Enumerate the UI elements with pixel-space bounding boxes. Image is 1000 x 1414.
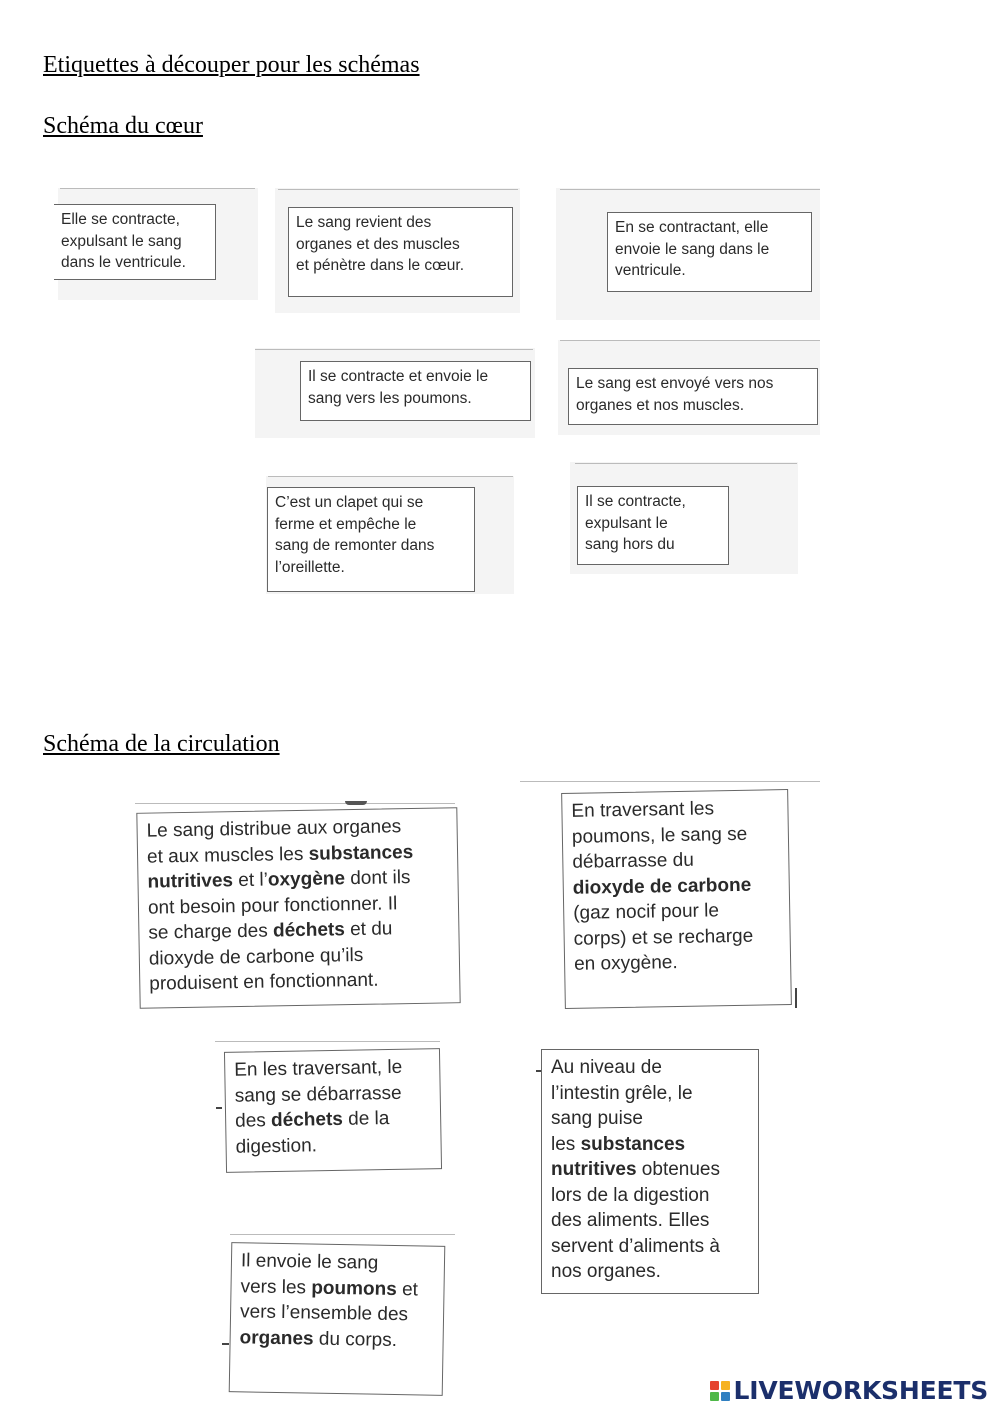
label-line: Le sang est envoyé vers nos	[576, 375, 774, 392]
label-line: sang de remonter dans	[275, 537, 435, 554]
circulation-label-heart[interactable]	[229, 1242, 446, 1396]
heart-label-7[interactable]	[577, 486, 729, 565]
label-line: débarrasse du	[572, 849, 694, 873]
label-line: des aliments. Elles	[551, 1210, 710, 1231]
circulation-label-intestine[interactable]	[541, 1049, 759, 1294]
label-line: organes et nos muscles.	[576, 396, 745, 414]
circulation-section-heading: Schéma de la circulation	[43, 731, 280, 757]
label-line: se charge des déchets et du	[148, 918, 393, 944]
label-line: vers l’ensemble des	[239, 1301, 409, 1326]
label-line: les substances	[551, 1133, 686, 1155]
label-line: ferme et empêche le	[275, 515, 417, 533]
label-line: organes du corps.	[239, 1326, 398, 1351]
label-line: digestion.	[235, 1134, 318, 1158]
scan-line	[135, 803, 455, 804]
label-line: C’est un clapet qui se	[275, 494, 424, 511]
scan-line	[230, 1234, 455, 1235]
heart-label-2[interactable]	[288, 207, 513, 297]
scan-mark	[216, 1107, 222, 1109]
scan-line	[268, 476, 513, 477]
label-line: et pénètre dans le cœur.	[296, 257, 465, 274]
scan-mark	[795, 988, 797, 1008]
label-line: Il envoie le sang	[240, 1250, 379, 1274]
label-line: expulsant le sang	[61, 232, 182, 250]
label-line: poumons, le sang se	[571, 823, 748, 848]
label-line: produisent en fonctionnant.	[149, 969, 379, 995]
scan-line	[560, 340, 820, 341]
circulation-label-organs[interactable]	[136, 807, 460, 1009]
label-line: envoie le sang dans le	[615, 240, 770, 258]
label-line: Elle se contracte,	[61, 211, 180, 228]
scan-line	[215, 1041, 440, 1042]
label-line: nos organes.	[551, 1261, 661, 1282]
label-line: sang hors du	[585, 536, 675, 553]
heart-label-1[interactable]	[54, 204, 216, 280]
label-line: En traversant les	[571, 798, 715, 822]
label-line: En les traversant, le	[234, 1056, 403, 1081]
label-line: Le sang distribue aux organes	[146, 816, 402, 842]
logo-square	[710, 1392, 719, 1401]
scan-line	[575, 463, 797, 464]
label-line: Au niveau de	[551, 1057, 662, 1078]
scan-line	[60, 188, 255, 189]
label-line: dioxyde de carbone	[572, 874, 752, 899]
page-title: Etiquettes à découper pour les schémas	[43, 52, 420, 78]
scan-mark	[345, 801, 367, 805]
label-line: ventricule.	[615, 262, 686, 279]
label-line: nutritives obtenues	[551, 1159, 720, 1180]
label-line: et aux muscles les substances	[146, 841, 414, 868]
label-line: organes et des muscles	[296, 235, 460, 253]
heart-label-5[interactable]	[568, 368, 818, 425]
liveworksheets-logo[interactable]	[710, 1376, 988, 1405]
scan-line	[255, 349, 533, 350]
scan-line	[520, 781, 820, 782]
label-line: l’oreillette.	[275, 558, 345, 576]
logo-text: LIVEWORKSHEETS	[733, 1376, 988, 1405]
logo-square	[721, 1381, 730, 1390]
label-line: sang se débarrasse	[234, 1082, 402, 1107]
label-line: vers les poumons et	[240, 1275, 419, 1300]
label-line: en oxygène.	[573, 951, 678, 975]
label-line: lors de la digestion	[551, 1184, 710, 1206]
scan-mark	[222, 1343, 229, 1345]
label-line: dioxyde de carbone qu’ils	[148, 944, 364, 970]
heart-label-6[interactable]	[267, 487, 475, 592]
label-line: dans le ventricule.	[61, 254, 186, 271]
label-line: Il se contracte,	[585, 493, 686, 510]
label-line: corps) et se recharge	[573, 925, 754, 950]
logo-square	[710, 1381, 719, 1390]
heart-label-3[interactable]	[607, 212, 812, 292]
label-line: servent d’aliments à	[551, 1235, 720, 1257]
label-line: l’intestin grêle, le	[551, 1082, 693, 1104]
label-line: Le sang revient des	[296, 214, 432, 231]
heart-label-4[interactable]	[300, 361, 531, 421]
circulation-label-lungs[interactable]	[561, 789, 792, 1009]
label-line: (gaz nocif pour le	[573, 900, 720, 924]
heart-section-heading: Schéma du cœur	[43, 113, 203, 139]
scan-line	[560, 189, 820, 190]
logo-square	[721, 1392, 730, 1401]
label-line: sang vers les poumons.	[308, 389, 472, 407]
logo-icon	[710, 1381, 730, 1401]
label-line: des déchets de la	[234, 1108, 390, 1132]
label-line: sang puise	[551, 1108, 643, 1129]
scan-line	[278, 189, 518, 190]
label-line: ont besoin pour fonctionner. Il	[147, 892, 398, 919]
label-line: nutritives et l’oxygène dont ils	[147, 867, 411, 893]
label-line: Il se contracte et envoie le	[308, 368, 489, 385]
label-line: En se contractant, elle	[615, 219, 769, 236]
label-line: expulsant le	[585, 514, 668, 532]
circulation-label-kidneys[interactable]	[224, 1048, 442, 1173]
